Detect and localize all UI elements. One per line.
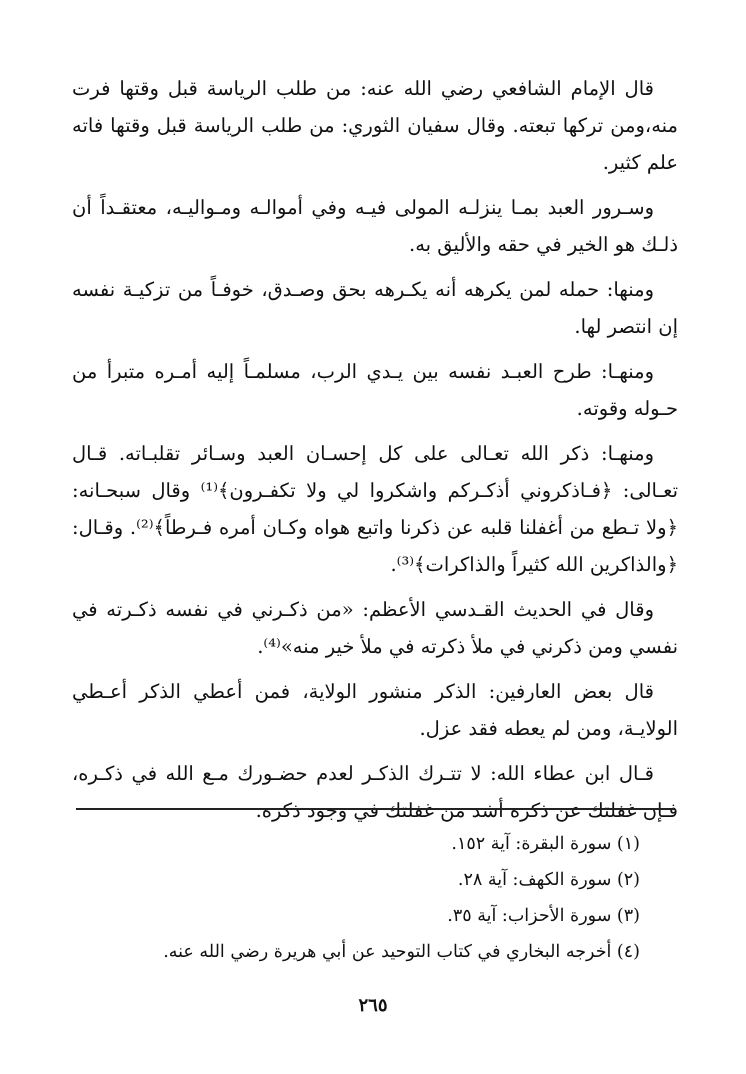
page-number: ٢٦٥ [358,995,388,1016]
paragraph-bearing-dislike: ومنها: حمله لمن يكرهه أنه يكـرهه بحق وصـدق، خوفـاً من تزكيـة نفسه إن انتصر لها. [72,278,678,338]
paragraph-qudsi-hadith: وقال في الحديث القـدسي الأعظم: «من ذكـرني في نفسه ذكـرته في نفسي ومن ذكرني في ملأ ذكرته في ملأ خير منه»⁽⁴⁾. [72,598,678,658]
paragraph-self-surrender: ومنهـا: طرح العبـد نفسه بين يـدي الرب، مسلمـاً إليه أمـره متبرأ من حـوله وقوته. [72,360,678,420]
footnote-divider [76,808,674,810]
footnote-2: (٢) سورة الكهف: آية ٢٨. [457,870,640,890]
footnote-4: (٤) أخرجه البخاري في كتاب التوحيد عن أبي هريرة رضي الله عنه. [163,942,640,962]
footnote-3: (٣) سورة الأحزاب: آية ٣٥. [447,906,640,926]
footnotes [100,826,640,970]
paragraph-shafii-quote: قال الإمام الشافعي رضي الله عنه: من طلب الرياسة قبل وقتها فرت منه،ومن تركها تبعته. وقال سفيان الثوري: من طلب الرياسة قبل وقتها فاته علم كثير. [72,77,678,174]
paragraph-ibn-ataillah: قـال ابن عطاء الله: لا تتـرك الذكـر لعدم حضـورك مـع الله في ذكـره، فـإن غفلتك عن ذكره أشد من غفلتك في وجود ذكره. [72,762,678,822]
paragraph-remembrance-verses: ومنهـا: ذكر الله تعـالى على كل إحسـان العبد وسـائر تقلبـاته. قـال تعـالى: ﴿فـاذكروني أذكـركم واشكروا لي ولا تكفـرون﴾⁽¹⁾ وقال سبحـانه: ﴿ولا تـطع من أغفلنا قلبه عن ذكرنا واتبع هواه وكـان أمره فـرطاً﴾⁽²⁾. وقـال: ﴿والذاكرين الله كثيراً والذاكرات﴾⁽³⁾. [72,442,678,576]
footnote-1: (١) سورة البقرة: آية ١٥٢. [451,834,640,854]
paragraph-sufi-saying: قال بعض العارفين: الذكر منشور الولاية، فمن أعطي الذكر أعـطي الولايـة، ومن لم يعطه فقد عزل. [72,680,678,740]
paragraph-servant-joy: وسـرور العبد بمـا ينزلـه المولى فيـه وفي أموالـه ومـواليـه، معتقـداً أن ذلـك هو الخير في حقه والأليق به. [72,196,678,256]
